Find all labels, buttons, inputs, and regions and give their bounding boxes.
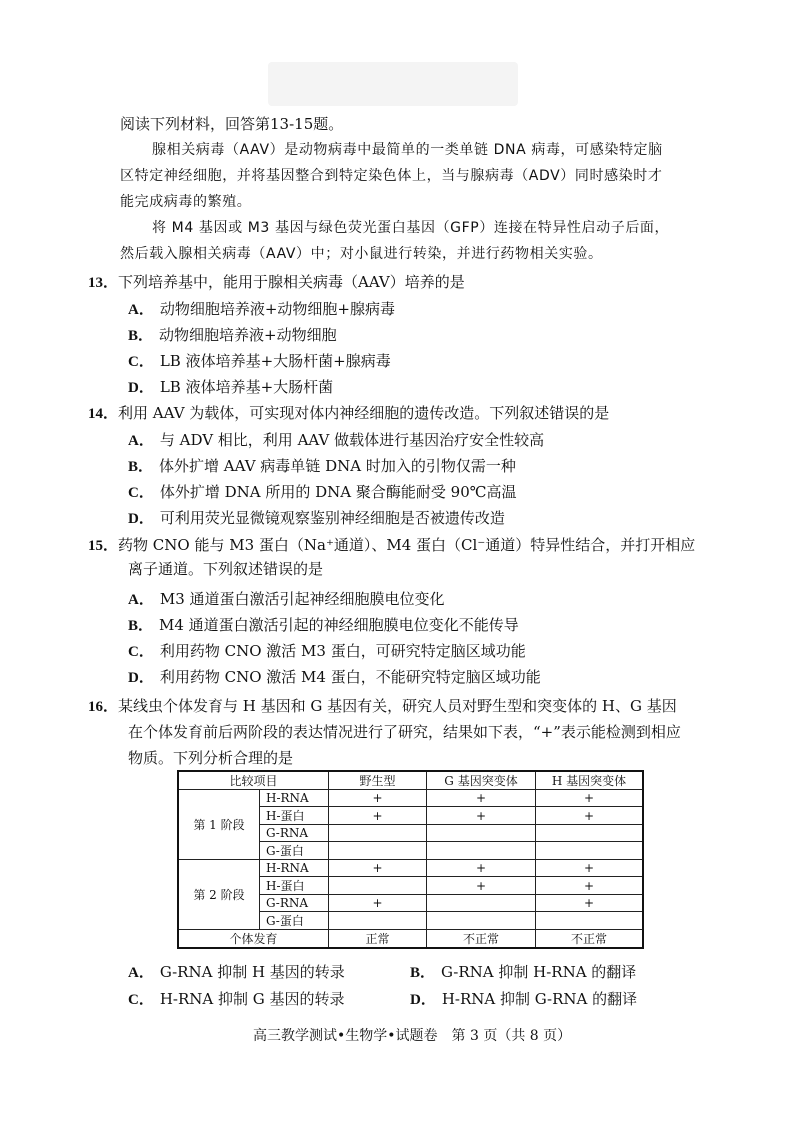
question-16-stem-cont-1: 在个体发育前后两阶段的表达情况进行了研究，结果如下表，“+”表示能检测到相应	[128, 723, 681, 741]
row-item: 个体发育	[178, 930, 329, 949]
q13-option-b	[128, 325, 337, 346]
option-label: B．	[410, 965, 436, 981]
option-label: C．	[128, 992, 154, 1008]
question-16	[88, 696, 677, 717]
option-text: LB 液体培养基+大肠杆菌+腺病毒	[159, 352, 391, 370]
cell-wt: +	[329, 807, 427, 825]
section-intro: 阅读下列材料，回答第13-15题。	[120, 115, 344, 133]
q16-option-b	[410, 962, 636, 983]
question-15	[88, 535, 695, 556]
q14-option-b	[128, 456, 516, 477]
cell-g: +	[427, 860, 536, 877]
q13-option-c	[128, 351, 391, 372]
option-label: D．	[128, 511, 154, 527]
cell-wt	[329, 842, 427, 860]
cell-wt: 正常	[329, 930, 427, 949]
question-stem: 利用 AAV 为载体，可实现对体内神经细胞的遗传改造。下列叙述错误的是	[118, 404, 610, 422]
question-14	[88, 403, 609, 424]
cell-h: 不正常	[536, 930, 644, 949]
material-line-1: 腺相关病毒（AAV）是动物病毒中最简单的一类单链 DNA 病毒，可感染特定脑	[152, 142, 663, 158]
cell-h: +	[536, 790, 644, 807]
stage-2-label: 第 2 阶段	[178, 860, 260, 930]
q14-option-a	[128, 430, 544, 451]
cell-g: +	[427, 807, 536, 825]
cell-g	[427, 895, 536, 912]
option-text: 动物细胞培养液+动物细胞+腺病毒	[159, 300, 395, 318]
page-footer: 高三教学测试•生物学•试题卷 第 3 页（共 8 页）	[253, 1028, 572, 1044]
option-text: 利用药物 CNO 激活 M4 蛋白，不能研究特定脑区域功能	[159, 668, 541, 686]
stage-1-label: 第 1 阶段	[178, 790, 260, 860]
cell-g: +	[427, 877, 536, 895]
option-label: D．	[128, 380, 154, 396]
scan-smudge	[268, 62, 518, 106]
option-text: M4 通道蛋白激活引起的神经细胞膜电位变化不能传导	[159, 616, 519, 634]
option-text: G-RNA 抑制 H 基因的转录	[159, 963, 345, 981]
cell-h	[536, 825, 644, 842]
question-number: 15．	[88, 538, 119, 554]
q14-option-c	[128, 482, 517, 503]
header-h-mutant: H 基因突变体	[536, 771, 644, 790]
option-text: 体外扩增 DNA 所用的 DNA 聚合酶能耐受 90℃高温	[159, 483, 517, 501]
header-item: 比较项目	[178, 771, 329, 790]
option-text: 体外扩增 AAV 病毒单链 DNA 时加入的引物仅需一种	[159, 457, 516, 475]
header-wild-type: 野生型	[329, 771, 427, 790]
q13-option-a	[128, 299, 395, 320]
question-number: 16．	[88, 699, 119, 715]
cell-wt	[329, 825, 427, 842]
table-row	[178, 860, 643, 877]
table-row-development	[178, 930, 643, 949]
question-15-stem-cont: 离子通道。下列叙述错误的是	[128, 560, 324, 578]
cell-h: +	[536, 877, 644, 895]
header-g-mutant: G 基因突变体	[427, 771, 536, 790]
cell-h	[536, 912, 644, 930]
table-header-row	[178, 771, 643, 790]
cell-h: +	[536, 860, 644, 877]
question-stem: 下列培养基中，能用于腺相关病毒（AAV）培养的是	[118, 273, 465, 291]
cell-wt: +	[329, 790, 427, 807]
option-label: D．	[128, 670, 154, 686]
cell-wt	[329, 912, 427, 930]
cell-g	[427, 912, 536, 930]
q14-option-d	[128, 508, 505, 529]
option-text: G-RNA 抑制 H-RNA 的翻译	[441, 963, 637, 981]
material-line-4: 将 M4 基因或 M3 基因与绿色荧光蛋白基因（GFP）连接在特异性启动子后面，	[152, 220, 670, 236]
question-16-stem-cont-2: 物质。下列分析合理的是	[128, 749, 294, 767]
option-label: B．	[128, 618, 154, 634]
row-item: G-RNA	[260, 895, 329, 912]
material-line-5: 然后载入腺相关病毒（AAV）中；对小鼠进行转染，并进行药物相关实验。	[120, 246, 603, 262]
expression-comparison-table	[177, 770, 644, 949]
q15-option-d	[128, 667, 541, 688]
option-label: A．	[128, 302, 154, 318]
row-item: G-蛋白	[260, 842, 329, 860]
cell-g	[427, 842, 536, 860]
option-label: B．	[128, 459, 154, 475]
cell-g: 不正常	[427, 930, 536, 949]
material-line-3: 能完成病毒的繁殖。	[120, 194, 252, 210]
cell-g: +	[427, 790, 536, 807]
cell-h	[536, 842, 644, 860]
question-13	[88, 272, 465, 293]
option-label: A．	[128, 965, 154, 981]
option-text: LB 液体培养基+大肠杆菌	[159, 378, 334, 396]
cell-h: +	[536, 807, 644, 825]
question-stem: 某线虫个体发育与 H 基因和 G 基因有关，研究人员对野生型和突变体的 H、G 基因	[118, 697, 677, 715]
option-label: C．	[128, 354, 154, 370]
cell-wt: +	[329, 860, 427, 877]
option-label: A．	[128, 592, 154, 608]
cell-wt: +	[329, 895, 427, 912]
cell-g	[427, 825, 536, 842]
q16-option-a	[128, 962, 345, 983]
cell-wt	[329, 877, 427, 895]
option-text: 与 ADV 相比，利用 AAV 做载体进行基因治疗安全性较高	[159, 431, 545, 449]
option-label: D．	[410, 992, 436, 1008]
row-item: G-蛋白	[260, 912, 329, 930]
option-text: M3 通道蛋白激活引起神经细胞膜电位变化	[159, 590, 445, 608]
table-row	[178, 790, 643, 807]
question-number: 14．	[88, 406, 119, 422]
q16-option-c	[128, 989, 345, 1010]
option-text: H-RNA 抑制 G 基因的转录	[159, 990, 345, 1008]
option-text: 可利用荧光显微镜观察鉴别神经细胞是否被遗传改造	[159, 509, 505, 527]
q15-option-c	[128, 641, 526, 662]
q15-option-a	[128, 589, 445, 610]
row-item: H-RNA	[260, 790, 329, 807]
option-text: H-RNA 抑制 G-RNA 的翻译	[441, 990, 638, 1008]
q13-option-d	[128, 377, 333, 398]
question-number: 13．	[88, 275, 119, 291]
q16-option-d	[410, 989, 637, 1010]
cell-h: +	[536, 895, 644, 912]
option-label: B．	[128, 328, 154, 344]
material-line-2: 区特定神经细胞，并将基因整合到特定染色体上，当与腺病毒（ADV）同时感染时才	[120, 168, 663, 184]
option-text: 动物细胞培养液+动物细胞	[159, 326, 337, 344]
option-label: A．	[128, 433, 154, 449]
question-stem: 药物 CNO 能与 M3 蛋白（Na⁺通道）、M4 蛋白（Cl⁻通道）特异性结合，并打开相应	[118, 536, 696, 554]
q15-option-b	[128, 615, 519, 636]
row-item: G-RNA	[260, 825, 329, 842]
row-item: H-RNA	[260, 860, 329, 877]
option-label: C．	[128, 485, 154, 501]
option-text: 利用药物 CNO 激活 M3 蛋白，可研究特定脑区域功能	[159, 642, 526, 660]
row-item: H-蛋白	[260, 877, 329, 895]
option-label: C．	[128, 644, 154, 660]
row-item: H-蛋白	[260, 807, 329, 825]
